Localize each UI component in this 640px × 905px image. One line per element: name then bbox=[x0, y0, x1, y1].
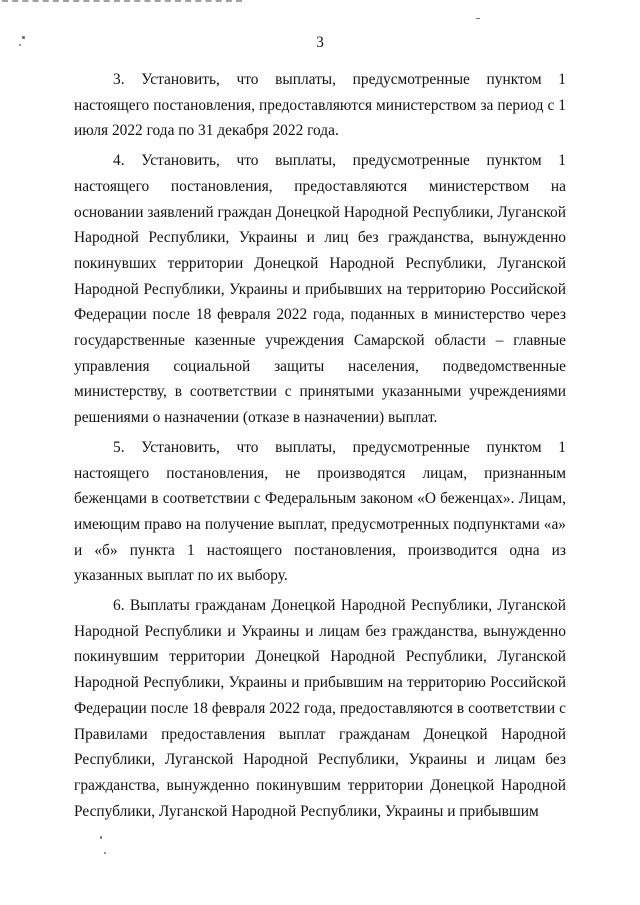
scan-edge-marks bbox=[2, 0, 242, 8]
scan-speck bbox=[476, 18, 480, 19]
scan-speck bbox=[100, 836, 102, 839]
paragraph-4: 4. Установить, что выплаты, предусмотренные пунктом 1 настоящего постановления, предоставляются министерством на основании заявлений граждан Донецкой Народной Республики, Луганской Народной Республики, Украины и лиц без гражданства, вынужденно покинувших территории Донецкой Народной Республики, Луганской Народной Республики, Украины и прибывших на территорию Российской Федерации после 18 февраля 2022 года, поданных в министерство через государственные казенные учреждения Самарской области – главные управления социальной защиты населения, подведомственные министерству, в соответствии с принятыми указанными учреждениями решениями о назначении (отказе в назначении) выплат. bbox=[74, 152, 566, 427]
paragraph-6: 6. Выплаты гражданам Донецкой Народной Республики, Луганской Народной Республики и Украины и лицам без гражданства, вынужденно покинувшим территории Донецкой Народной Республики, Луганской Народной Республики, Украины и прибывшим на территорию Российской Федерации после 18 февраля 2022 года, предоставляются в соответствии с Правилами предоставления выплат гражданам Донецкой Народной Республики, Луганской Народной Республики, Украины и лицам без гражданства, вынужденно покинувшим территории Донецкой Народной Республики, Луганской Народной Республики, Украины и прибывшим bbox=[74, 597, 566, 820]
paragraph-3: 3. Установить, что выплаты, предусмотренные пунктом 1 настоящего постановления, предоставляются министерством за период с 1 июля 2022 года по 31 декабря 2022 года. bbox=[74, 71, 566, 140]
document-body bbox=[74, 67, 566, 828]
page-number: 3 bbox=[316, 34, 324, 51]
scan-speck bbox=[104, 852, 106, 854]
paragraph-5: 5. Установить, что выплаты, предусмотренные пунктом 1 настоящего постановления, не производятся лицам, признанным беженцами в соответствии с Федеральным законом «О беженцах». Лицам, имеющим право на получение выплат, предусмотренных подпунктами «а» и «б» пункта 1 настоящего постановления, производится одна из указанных выплат по их выбору. bbox=[74, 438, 566, 585]
